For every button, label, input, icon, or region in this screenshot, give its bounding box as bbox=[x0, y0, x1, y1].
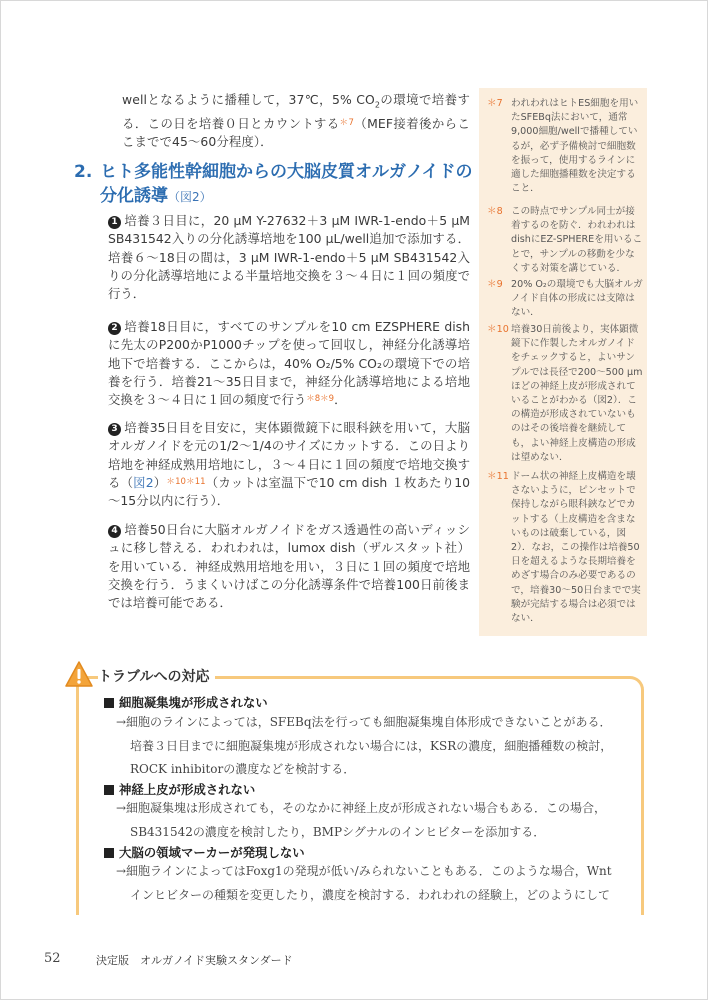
step-text: 培養50日台に大脳オルガノイドをガス透過性の高いディッシュに移し替える．われわれは，lumox dish（ザルスタット社）を用いている．神経成熟用培地を用い，３日に１回の頻度で培地交換を行う．うまくいけばこの分化誘導条件で培養100日前後までは培養可能である． bbox=[108, 522, 470, 611]
trouble-heading-1 bbox=[104, 693, 268, 711]
sidenote-mark: ＊10 bbox=[487, 324, 509, 335]
sidenote-text: この時点でサンプル同士が接着するのを防ぐ．われわれはdishにEZ-SPHEREを用いることで，サンプルの移動を少なくする対策を講じている． bbox=[511, 206, 643, 274]
footnote-ref-8-9[interactable]: ＊8＊9 bbox=[306, 394, 335, 405]
step-tail: ． bbox=[334, 392, 347, 408]
sidenote-mark: ＊7 bbox=[487, 98, 503, 109]
section-heading bbox=[74, 160, 474, 209]
intro-paragraph bbox=[122, 91, 470, 151]
figure-ref[interactable]: （図2） bbox=[168, 190, 212, 204]
step-mid: ） bbox=[153, 474, 167, 490]
step-badge: 1 bbox=[108, 216, 121, 229]
trouble-body-3 bbox=[116, 860, 616, 907]
step-text: 培養３日目に，20 μM Y-27632＋3 μM IWR-1-endo＋5 μM SB431542入りの分化誘導培地を100 μL/well追加で添加する．培養６～18日の間は，3 μM IWR-1-endo＋5 μM SB431542入りの分化誘導培地による半量培地交換を３～４日に１回の頻度で行う． bbox=[108, 213, 470, 302]
trouble-heading-text: 神経上皮が形成されない bbox=[119, 782, 256, 797]
step-4 bbox=[108, 521, 470, 612]
trouble-body-1 bbox=[116, 711, 616, 782]
step-text: 培養18日目に，すべてのサンプルを10 cm EZSPHERE dishに先太のP200かP1000チップを使って回収し，神経分化誘導培地下で培養する．ここからは，40% O₂/5% CO₂の環境下での培養を行う．培養21～35日目まで，神経分化誘導培地による培地交換を３～４日に１回の頻度で行う bbox=[108, 319, 470, 408]
trouble-line: →細胞のラインによっては，SFEBq法を行っても細胞凝集塊自体形成できないことがある． bbox=[116, 715, 612, 729]
intro-text-c: （MEF接着後からここまでで45～60分程度）． bbox=[122, 115, 470, 150]
intro-text: wellとなるように播種して，37℃，5% CO bbox=[122, 92, 375, 107]
square-bullet-icon bbox=[104, 785, 114, 795]
section-title-line1: ヒト多能性幹細胞からの大脳皮質オルガノイドの bbox=[100, 162, 473, 182]
step-tail: （カットは室温下で10 cm dish １枚あたり10～15分以内に行う）． bbox=[108, 474, 471, 509]
trouble-line: →細胞凝集塊は形成されても，そのなかに神経上皮が形成されない場合もある．この場合， bbox=[116, 801, 607, 815]
section-title-line2: 分化誘導 bbox=[100, 186, 168, 206]
book-title: 決定版 オルガノイド実験スタンダード bbox=[96, 954, 293, 967]
trouble-line: インヒビターの種類を変更したり，濃度を検討する．われわれの経験上，どのようにして bbox=[130, 887, 611, 902]
trouble-heading-3 bbox=[104, 843, 305, 861]
troubleshooting-title: トラブルへの対応 bbox=[98, 666, 215, 686]
trouble-body-2 bbox=[116, 797, 616, 844]
footnote-ref-7[interactable]: ＊7 bbox=[339, 117, 354, 128]
sidenote-7 bbox=[487, 97, 643, 196]
trouble-line: 培養３日目までに細胞凝集塊が形成されない場合には，KSRの濃度，細胞播種数の検討， bbox=[130, 738, 613, 753]
step-2 bbox=[108, 318, 470, 409]
co2-subscript: 2 bbox=[374, 100, 381, 110]
trouble-line: ROCK inhibitorの濃度などを検討する． bbox=[130, 762, 356, 777]
step-badge: 2 bbox=[108, 322, 121, 335]
sidenote-8 bbox=[487, 205, 643, 276]
step-3 bbox=[108, 419, 470, 510]
step-1 bbox=[108, 212, 470, 303]
trouble-heading-text: 大脳の領域マーカーが発現しない bbox=[119, 845, 305, 860]
step-badge: 3 bbox=[108, 423, 121, 436]
trouble-line: →細胞ラインによってはFoxg1の発現が低い/みられないこともある．このような場合，Wnt bbox=[116, 864, 612, 878]
sidenote-11 bbox=[487, 470, 643, 626]
sidenote-text: われわれはヒトES細胞を用いたSFEBq法において，通常9,000細胞/wellで播種しているが，必ず予備検討で細胞数を振って，使用するラインに適した細胞播種数を決定すること． bbox=[511, 98, 639, 195]
square-bullet-icon bbox=[104, 848, 114, 858]
warning-icon bbox=[64, 660, 94, 688]
sidenote-text: 20% O₂の環境でも大脳オルガノイド自体の形成には支障はない． bbox=[511, 279, 643, 319]
figure-ref[interactable]: 図2 bbox=[133, 474, 154, 490]
trouble-heading-text: 細胞凝集塊が形成されない bbox=[119, 695, 268, 710]
sidenote-10 bbox=[487, 323, 643, 465]
square-bullet-icon bbox=[104, 698, 114, 708]
step-badge: 4 bbox=[108, 525, 121, 538]
intro-text-b: の環境で培養する．この日を培養０日とカウントする bbox=[122, 92, 470, 131]
sidenote-mark: ＊11 bbox=[487, 471, 509, 482]
sidenote-text: ドーム状の神経上皮構造を壊さないように，ピンセットで保持しながら眼科鋏などでカットする（上皮構造を含まないものは破棄している，図2）．なお，この操作は培養50日を超えるような長期培養をめざす場合のみ必要であるので，培養30～50日台までで実験が完結する場合は必須ではない． bbox=[511, 471, 641, 625]
sidenote-mark: ＊8 bbox=[487, 206, 503, 217]
sidenote-mark: ＊9 bbox=[487, 279, 503, 290]
footnote-ref-10-11[interactable]: ＊10＊11 bbox=[166, 476, 206, 487]
sidenote-text: 培養30日前後より，実体顕微鏡下に作製したオルガノイドをチェックすると，よいサンプルでは長径で200～500 μmほどの神経上皮が形成されていることがわかる（図2）．この構造が形成されていないものはその後培養を継続しても，よい神経上皮構造の形成は望めない． bbox=[511, 324, 643, 463]
trouble-line: SB431542の濃度を検討したり，BMPシグナルのインヒビターを添加する． bbox=[130, 824, 546, 839]
trouble-heading-2 bbox=[104, 780, 255, 798]
section-number: 2. bbox=[74, 162, 93, 182]
page-number: 52 bbox=[44, 951, 61, 966]
step-text: 培養35日目を目安に，実体顕微鏡下に眼科鋏を用いて，大脳オルガノイドを元の1/2～1/4のサイズにカットする．この日より培地を神経成熟用培地にし，３～４日に１回の頻度で培地交換する（ bbox=[108, 420, 470, 490]
sidenote-9 bbox=[487, 278, 643, 321]
